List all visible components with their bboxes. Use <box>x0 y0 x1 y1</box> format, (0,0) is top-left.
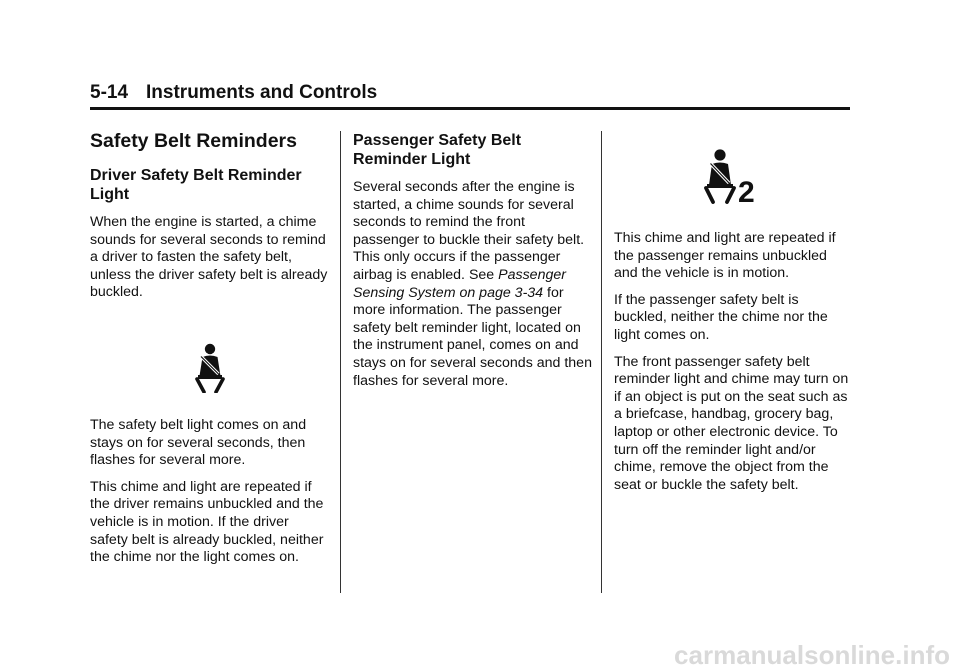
passenger-icon-number: 2 <box>738 176 755 207</box>
page-number: 5-14 <box>90 82 129 103</box>
seatbelt-reminder-icon <box>192 343 228 393</box>
passenger-sensing-reference: Passenger Sensing System on page 3-34 <box>353 266 566 301</box>
passenger-icon-container <box>614 148 854 208</box>
header-title <box>90 82 850 104</box>
column-3 <box>614 130 854 503</box>
driver-reminder-heading: Driver Safety Belt Reminder Light <box>90 167 302 203</box>
passenger-paragraph-1 <box>353 179 593 390</box>
driver-paragraph-2: The safety belt light comes on and stays on for several seconds, then flashes for several more. <box>90 416 307 469</box>
header-rule <box>90 107 850 110</box>
section-title: Safety Belt Reminders <box>90 130 297 152</box>
driver-icon-container <box>90 342 330 394</box>
column-1 <box>90 130 330 576</box>
passenger-paragraph-2: This chime and light are repeated if the passenger remains unbuckled and the vehicle is in motion. <box>614 230 836 282</box>
passenger-paragraph-1-text-a: Several seconds after the engine is started, a chime sounds for several seconds to remind the front passenger to buckle their safety belt. This only occurs if the passenger airbag is enabled. See <box>353 179 585 283</box>
passenger-paragraph-4: The front passenger safety belt reminder light and chime may turn on if an object is put on the seat such as a briefcase, handbag, grocery bag, laptop or other electronic device. To turn off the reminder light and/or chime, remove the object from the seat or buckle the safety belt. <box>614 353 849 493</box>
watermark: carmanualsonline.info <box>674 640 950 670</box>
page-header <box>90 82 850 104</box>
column-divider-2 <box>601 131 602 593</box>
driver-paragraph-1: When the engine is started, a chime sounds for several seconds to remind a driver to fasten the safety belt, unless the driver safety belt is already buckled. <box>90 214 328 301</box>
passenger-paragraph-1-text-b: for more information. The passenger safety belt reminder light, located on the instrument panel, comes on and stays on for several seconds and then flashes for several more. <box>353 284 592 389</box>
passenger-paragraph-3: If the passenger safety belt is buckled, neither the chime nor the light comes on. <box>614 291 828 343</box>
chapter-title: Instruments and Controls <box>146 82 378 103</box>
driver-paragraph-3: This chime and light are repeated if the driver remains unbuckled and the vehicle is in motion. If the driver safety belt is already buckled, neither the chime nor the light comes on. <box>90 478 324 566</box>
column-2 <box>353 131 593 399</box>
passenger-seatbelt-reminder-icon <box>700 149 768 207</box>
column-divider-1 <box>340 131 341 593</box>
passenger-reminder-heading: Passenger Safety Belt Reminder Light <box>353 132 522 168</box>
